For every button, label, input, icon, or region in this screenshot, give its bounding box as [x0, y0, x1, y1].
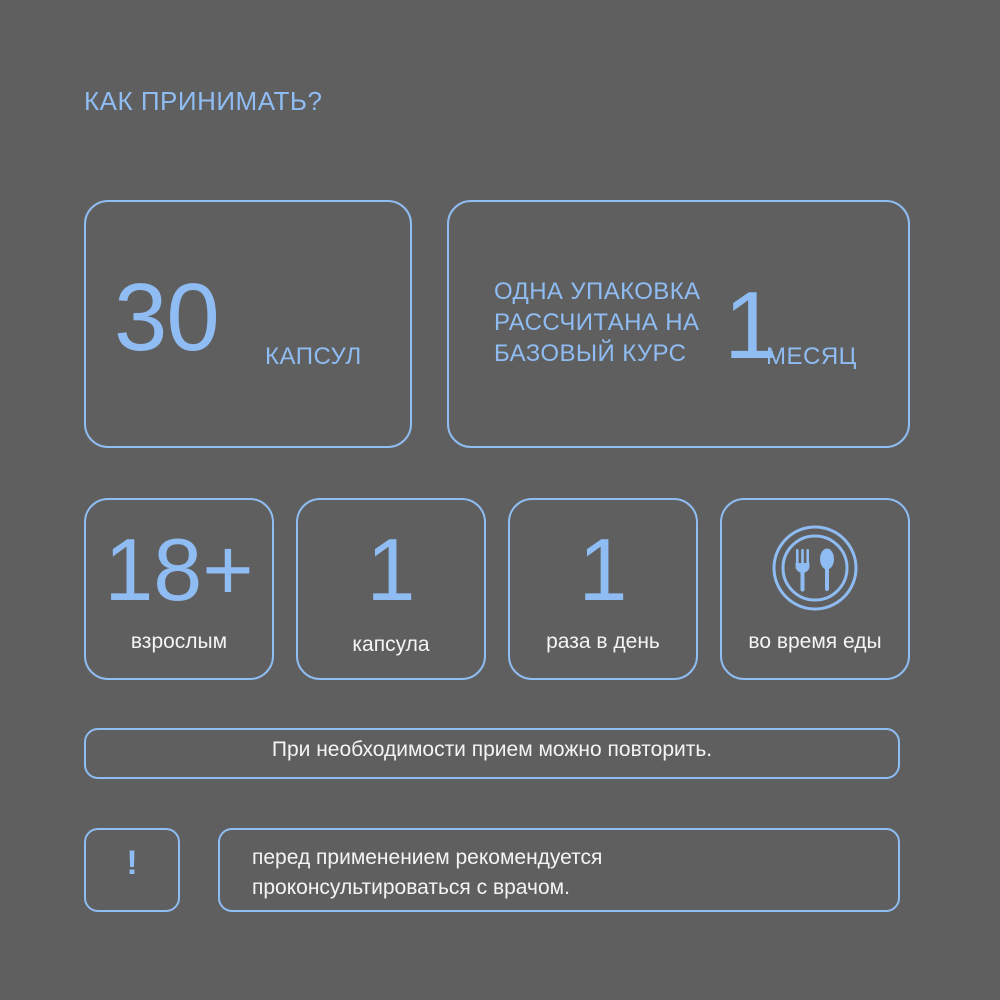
consult-line: перед применением рекомендуется: [252, 846, 603, 869]
capsule-count-label: КАПСУЛ: [265, 343, 362, 370]
page-title: КАК ПРИНИМАТЬ?: [84, 86, 323, 116]
consult-line: проконсультироваться с врачом.: [252, 876, 570, 899]
plate-fork-spoon-icon: [772, 525, 858, 611]
frequency-label: раза в день: [546, 630, 660, 653]
consult-note: [252, 843, 602, 903]
course-duration-value: 1: [724, 272, 778, 379]
capsule-count: 30: [114, 264, 219, 371]
course-duration-unit: МЕСЯЦ: [766, 343, 857, 370]
exclamation-icon: !: [126, 844, 138, 882]
course-line: БАЗОВЫЙ КУРС: [494, 340, 687, 367]
dose-card: [296, 498, 486, 680]
repeat-note: При необходимости прием можно повторить.: [271, 738, 713, 761]
course-description: [494, 276, 700, 369]
dose-value: 1: [366, 520, 416, 619]
frequency-card: [508, 498, 698, 680]
course-line: ОДНА УПАКОВКА: [494, 278, 701, 305]
dose-label: капсула: [352, 633, 430, 656]
meal-label: во время еды: [748, 630, 882, 653]
frequency-value: 1: [578, 520, 628, 619]
age-card: [84, 498, 274, 680]
age-label: взрослым: [130, 630, 228, 653]
course-line: РАССЧИТАНА НА: [494, 309, 700, 336]
age-value: 18+: [104, 520, 254, 619]
